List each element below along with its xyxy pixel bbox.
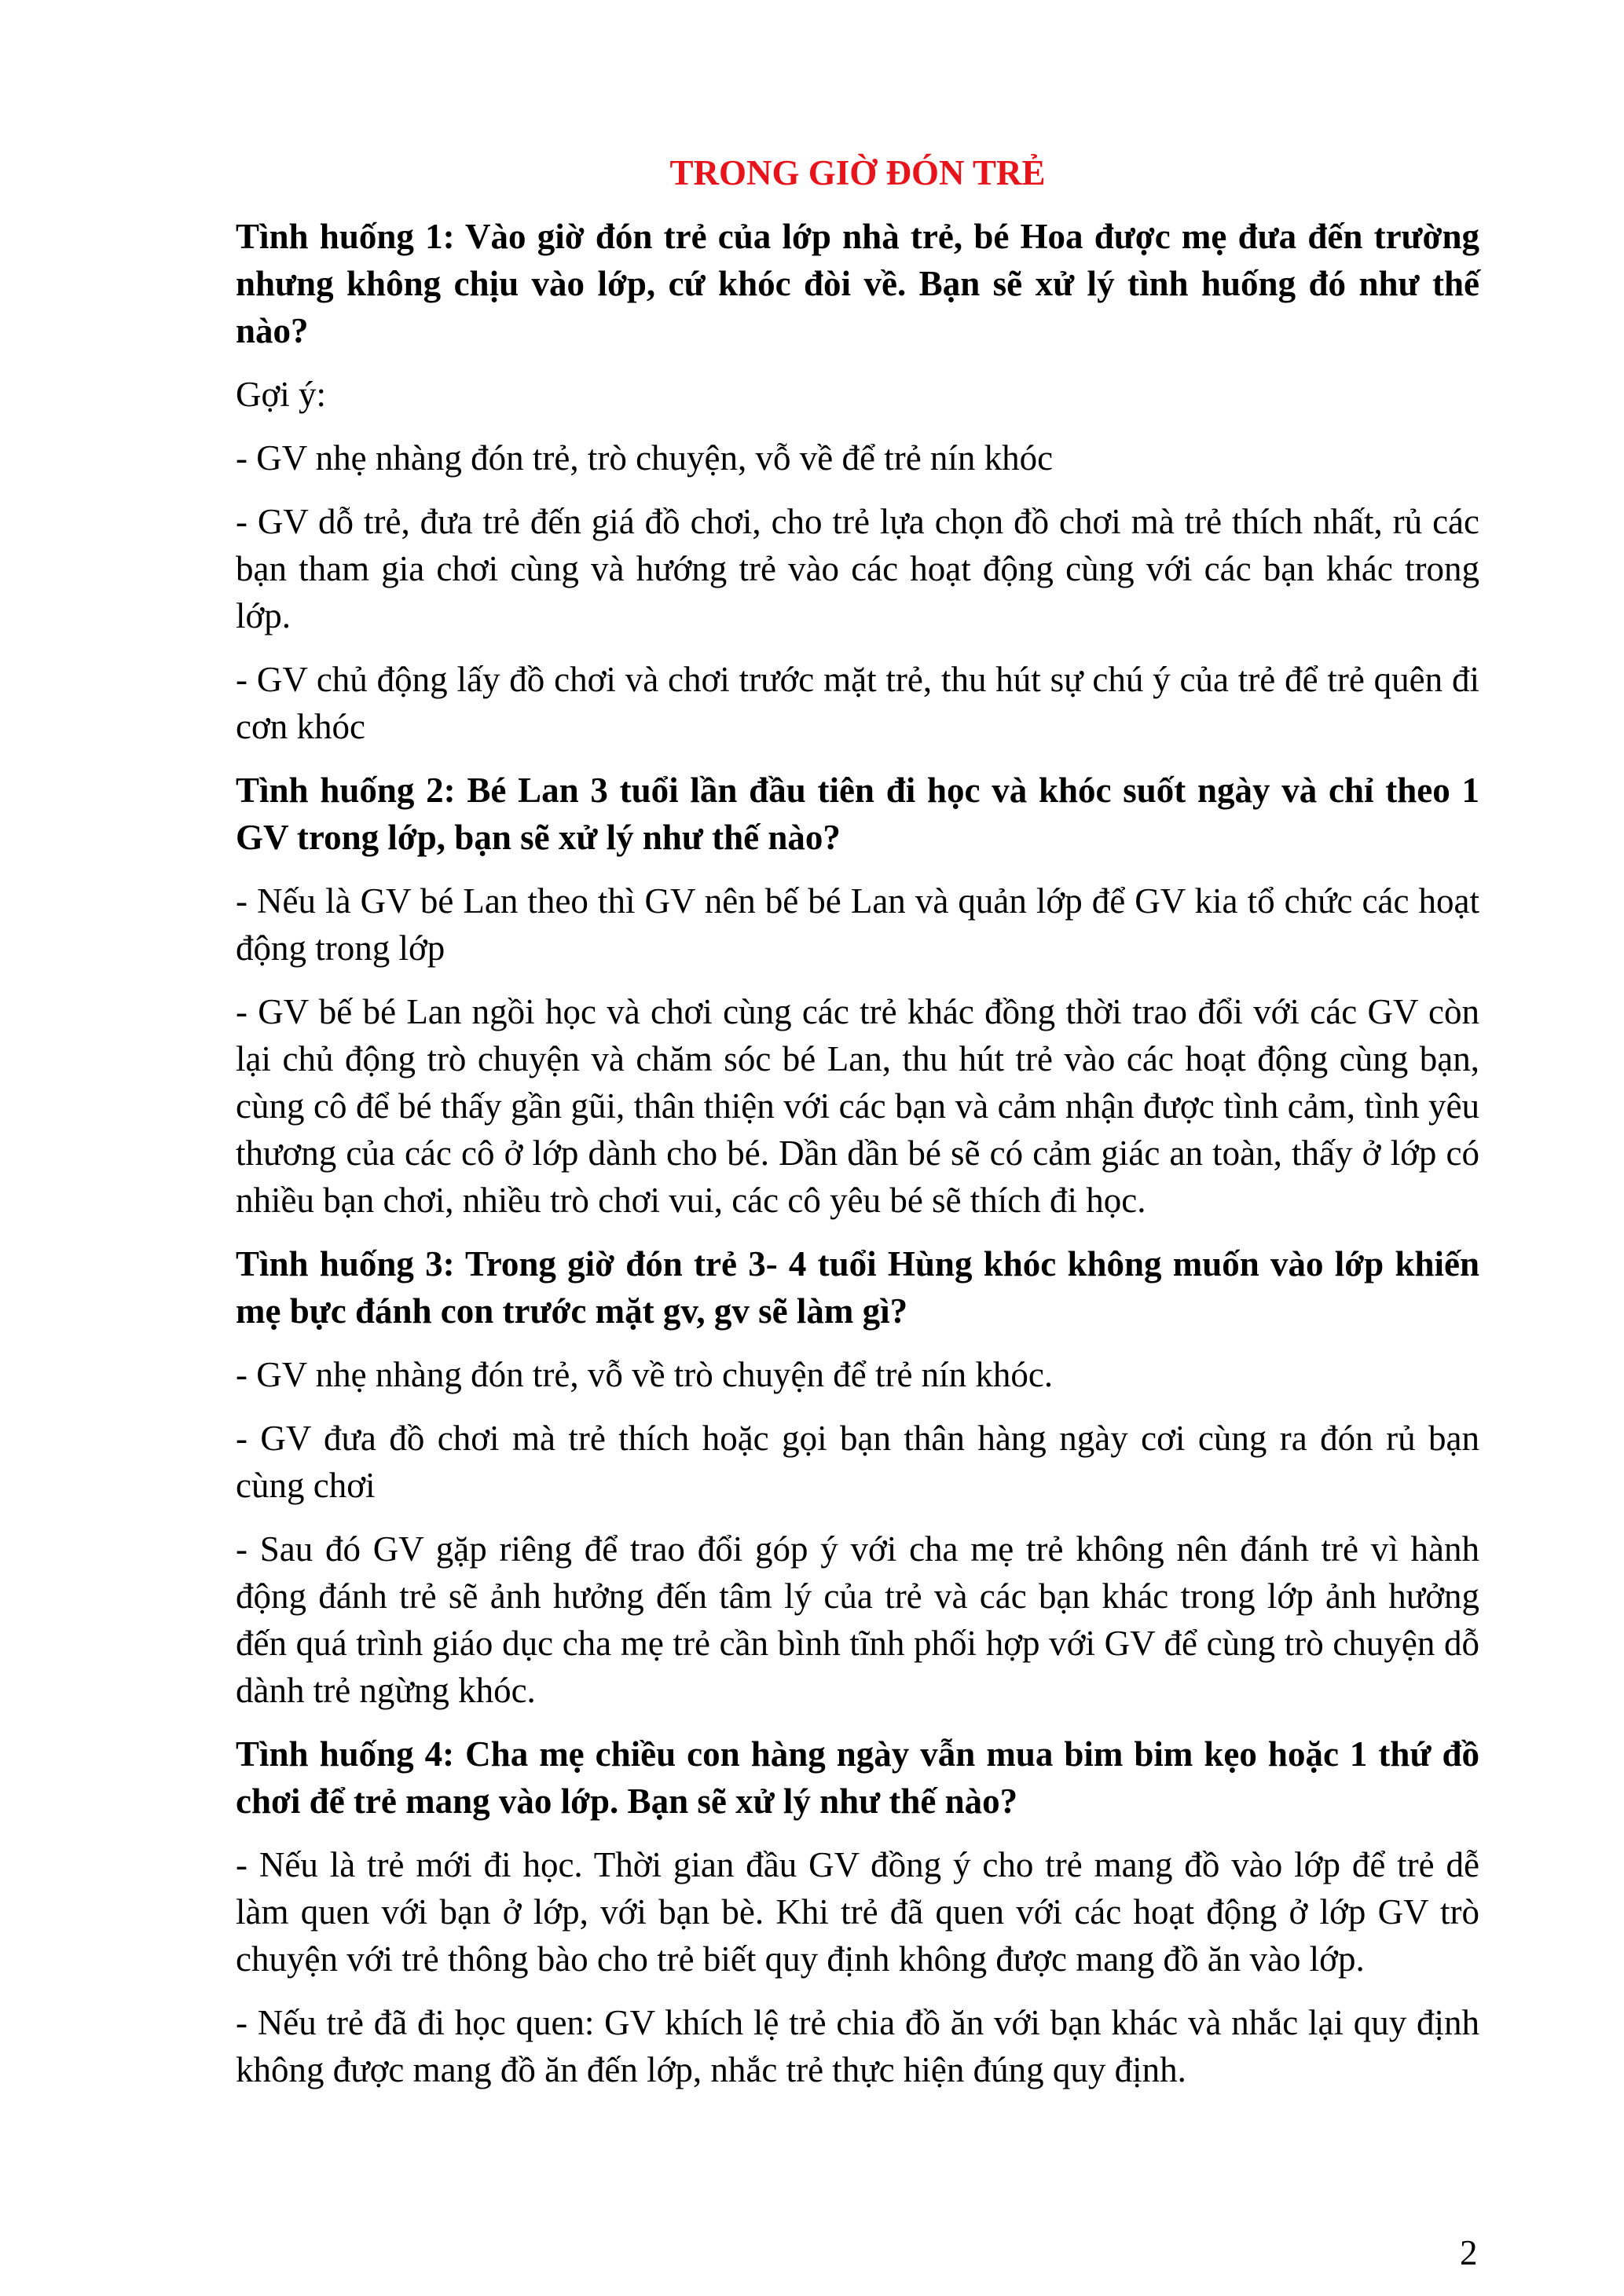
page-number: 2 (1460, 2233, 1478, 2272)
paragraph: - Nếu là GV bé Lan theo thì GV nên bế bé Lan và quản lớp để GV kia tổ chức các hoạt động trong lớp (236, 881, 1479, 968)
paragraph: - Nếu trẻ đã đi học quen: GV khích lệ trẻ chia đồ ăn với bạn khác và nhắc lại quy định không được mang đồ ăn đến lớp, nhắc trẻ thực hiện đúng quy định. (236, 2003, 1479, 2089)
situation-3-question: Tình huống 3: Trong giờ đón trẻ 3- 4 tuổi Hùng khóc không muốn vào lớp khiến mẹ bực đánh con trước mặt gv, gv sẽ làm gì? (236, 1244, 1479, 1331)
paragraph: - GV nhẹ nhàng đón trẻ, trò chuyện, vỗ về để trẻ nín khóc (236, 438, 1054, 478)
paragraph: - Sau đó GV gặp riêng để trao đổi góp ý với cha mẹ trẻ không nên đánh trẻ vì hành động đánh trẻ sẽ ảnh hưởng đến tâm lý của trẻ và các bạn khác trong lớp ảnh hưởng đến quá trình giáo dục cha mẹ trẻ cần bình tĩnh phối hợp với GV để cùng trò chuyện dỗ dành trẻ ngừng khóc. (236, 1529, 1479, 1710)
document-body (236, 149, 1479, 2110)
situation-4-question: Tình huống 4: Cha mẹ chiều con hàng ngày vẫn mua bim bim kẹo hoặc 1 thứ đồ chơi để trẻ mang vào lớp. Bạn sẽ xử lý như thế nào? (236, 1734, 1479, 1821)
situation-2-question: Tình huống 2: Bé Lan 3 tuổi lần đầu tiên đi học và khóc suốt ngày và chỉ theo 1 GV trong lớp, bạn sẽ xử lý như thế nào? (236, 771, 1479, 857)
document-title: TRONG GIỜ ĐÓN TRẺ (669, 153, 1046, 192)
paragraph: - GV bế bé Lan ngồi học và chơi cùng các trẻ khác đồng thời trao đổi với các GV còn lại chủ động trò chuyện và chăm sóc bé Lan, thu hút trẻ vào các hoạt động cùng bạn, cùng cô để bé thấy gần gũi, thân thiện với các bạn và cảm nhận được tình cảm, tình yêu thương của các cô ở lớp dành cho bé. Dần dần bé sẽ có cảm giác an toàn, thấy ở lớp có nhiều bạn chơi, nhiều trò chơi vui, các cô yêu bé sẽ thích đi học. (236, 992, 1479, 1220)
paragraph: - GV đưa đồ chơi mà trẻ thích hoặc gọi bạn thân hàng ngày cơi cùng ra đón rủ bạn cùng chơi (236, 1419, 1479, 1505)
situation-1-question: Tình huống 1: Vào giờ đón trẻ của lớp nhà trẻ, bé Hoa được mẹ đưa đến trường nhưng không chịu vào lớp, cứ khóc đòi về. Bạn sẽ xử lý tình huống đó như thế nào? (236, 217, 1479, 350)
paragraph: - GV chủ động lấy đồ chơi và chơi trước mặt trẻ, thu hút sự chú ý của trẻ để trẻ quên đi cơn khóc (236, 660, 1479, 746)
paragraph: - Nếu là trẻ mới đi học. Thời gian đầu GV đồng ý cho trẻ mang đồ vào lớp để trẻ dễ làm quen với bạn ở lớp, với bạn bè. Khi trẻ đã quen với các hoạt động ở lớp GV trò chuyện với trẻ thông bào cho trẻ biết quy định không được mang đồ ăn vào lớp. (236, 1845, 1479, 1979)
paragraph: - GV dỗ trẻ, đưa trẻ đến giá đồ chơi, cho trẻ lựa chọn đồ chơi mà trẻ thích nhất, rủ các bạn tham gia chơi cùng và hướng trẻ vào các hoạt động cùng với các bạn khác trong lớp. (236, 502, 1479, 635)
paragraph: - GV nhẹ nhàng đón trẻ, vỗ về trò chuyện để trẻ nín khóc. (236, 1355, 1054, 1394)
hint-label: Gợi ý: (236, 375, 327, 414)
